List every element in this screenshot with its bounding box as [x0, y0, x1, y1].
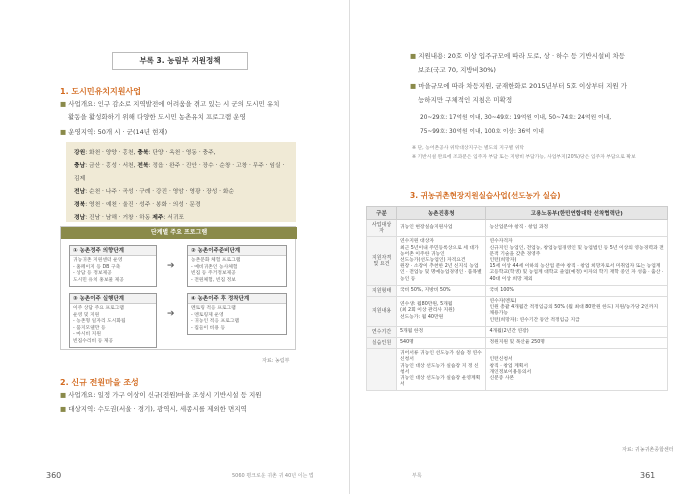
- stage-box-4: [187, 293, 287, 335]
- stage-box-title: ④ 농촌이주 후 정착단계: [188, 294, 286, 304]
- table-cell: 농산업분야 창직 · 창업 과정: [486, 220, 668, 237]
- diagram-source: 자료: 농림부: [262, 358, 290, 364]
- stage-line: 도시민 유치 홍보물 제공: [73, 277, 124, 283]
- table-cell: 540명: [397, 338, 486, 349]
- table-cell: 연수자(멘토) 인원 총괄 4개월간 적정임금의 50% (월 최대 80만원 한도) 지원/농가당 2인까지 채용가능 인턴(희망자): 연수기간 동안 적정임금 지급: [486, 297, 668, 327]
- support-para-1b: 보조(국고 70, 지방비30%): [418, 66, 496, 74]
- table-row: [367, 326, 668, 337]
- bullet-icon: ■: [410, 82, 419, 90]
- sec1-para-1b: 활동을 활성화하기 위해 다양한 도시민 농촌유치 프로그램 운영: [68, 113, 246, 121]
- stage-line: 빈집수리비 등 제공: [73, 338, 114, 344]
- row-label: 지원내용: [367, 297, 397, 327]
- program-diagram: [60, 226, 296, 350]
- stage-line: 귀농귀촌 지원센터 운영: [73, 258, 123, 263]
- table-cell: 국비 50%, 지방비 50%: [397, 285, 486, 296]
- subsidy-tiers-1: 20~29호: 17억원 이내, 30~49호: 19억원 이내, 50~74호: 24억원 이내,: [420, 115, 612, 121]
- stage-box-title: ① 농촌정주 의향단계: [70, 246, 156, 256]
- stage-line: - 귀농인 적응 프로그램: [191, 319, 240, 324]
- subsidy-tiers-2: 75~99호: 30억원 이내, 100호 이상: 36억 이내: [420, 129, 544, 135]
- bullet-icon: ■: [60, 405, 69, 413]
- row-label: [367, 349, 397, 391]
- arrow-right-icon: ➔: [167, 261, 175, 271]
- stage-line: - 예비귀촌인 농사체험: [191, 264, 238, 270]
- table-row: [367, 285, 668, 296]
- note-1: ※ 단, 농어촌공사 위탁대상지구는 별도의 지구별 위탁: [412, 146, 525, 151]
- region-line: 강원: 화천 · 양양 · 홍천, 충북: 단양 · 옥천 · 영동 · 충주,: [74, 150, 216, 156]
- stage-line: 운영 및 지원: [73, 312, 100, 318]
- stage-line: - 전원체험, 빈집 정보: [191, 277, 236, 283]
- stage-line: - 집들이 비용 등: [191, 325, 226, 331]
- region-line: 경남: 진남 · 남해 · 거창 · 하동 제주: 서귀포: [74, 215, 185, 221]
- region-line: 경북: 영천 · 예천 · 울진 · 성주 · 봉화 · 의성 · 문경: [74, 202, 201, 208]
- stage-line: - 농촌형 일자리 도시화됨: [73, 319, 126, 324]
- table-cell: 귀어서류 귀농인 선도농가 실습 정 연수신청서 귀농인 대상 선도농가 실습장 지 정 신청서 귀농인 대상 선도농가 실습장 운영계획서: [397, 349, 486, 391]
- sec2-para-2: ■ 대상지역: 수도권(서울 · 경기), 광역시, 세종시를 제외한 면지역: [60, 405, 247, 413]
- section-3-title: 3. 귀농귀촌현장지원실습사업(선도농가 실습): [410, 191, 561, 200]
- bullet-icon: ■: [60, 100, 69, 108]
- stage-line: - 홈페이지 등 DB 구축: [73, 264, 121, 270]
- region-line: 충남: 금산 · 홍성 · 서천, 전북: 정읍 · 완주 · 진안 · 장수 · 순창 · 고창 · 무주 · 임실 · 김제: [74, 163, 285, 182]
- table-cell: 국비 100%: [486, 285, 668, 296]
- note-2: ※ 기반시설 완료에 조과분은 입주자 부담 또는 지방비 부담가능, 사업부지(20%)당은 입주자 부담으로 확보: [412, 155, 636, 160]
- stage-line: 멘토링 적응 프로그램: [191, 306, 236, 311]
- table-cell: 연수자격자 신규지인 농업인, 전업농, 창업농업경영인 및 농업법인 등 5년 이상의 영농경력과 전문적 기술을 갖춘 경영주 인턴(희망자) 15세 이상 44세 이하의 농산업 분야 창직 · 창업 희망자로서 미취업자 또는 농업계 고등학교(학생) 및 농업계 대학교 졸업(예정) 이자의 학기 재학 중인 자 성출 · 출산 · 40대 이상 희망 제외: [486, 237, 668, 285]
- page-number: 360: [46, 471, 62, 480]
- stage-line: - 품지모델만 등: [73, 325, 106, 331]
- bullet-icon: ■: [60, 391, 69, 399]
- row-label: 지원형태: [367, 285, 397, 296]
- table-row: [367, 297, 668, 327]
- table-source: 자료: 귀농귀촌종합센터: [622, 447, 674, 453]
- page-label: 부록: [412, 473, 422, 479]
- table-cell: 연수생: 월80만원, 5개월 (최 2회 이상 관리사 지원) 선도농가: 월 40만원: [397, 297, 486, 327]
- support-para-2b: 능하지만 구체적인 지침은 미확정: [418, 96, 513, 104]
- table-header: 고용노동부(한민연합대학 선착협력단): [486, 207, 668, 220]
- stage-line: - 멘토링제 운영: [191, 312, 224, 318]
- diagram-title: 단계별 주요 프로그램: [61, 227, 297, 239]
- stage-box-2: [187, 245, 287, 287]
- table-header: 구분: [367, 207, 397, 220]
- table-row: [367, 338, 668, 349]
- table-cell: 연수지원 대상자 최근 5년이내 주민등록상으로 세 대가 농어촌 이주한 귀농인 선도농가(선도농업인) 자격요건 원장 · 소장이 추천한 2년 신지식 농업인 · 전업농 및 명예농업경영인 · 품목별 농인 등: [397, 237, 486, 285]
- stage-box-3: [69, 293, 157, 348]
- sec2-para-1: ■ 사업개요: 일정 가구 이상이 신규(전원)마을 조성시 기반시설 등 지원: [60, 391, 262, 399]
- stage-box-title: ③ 농촌이주 실행단계: [70, 294, 156, 304]
- row-label: 실습인원: [367, 338, 397, 349]
- section-2-title: 2. 신규 전원마을 조성: [60, 378, 139, 387]
- table-cell: 4개월(2년간 연장): [486, 326, 668, 337]
- table-header: 농촌진흥청: [397, 207, 486, 220]
- stage-box-1: [69, 245, 157, 287]
- section-1-title: 1. 도시민유치지원사업: [60, 87, 141, 96]
- table-cell: 5개월 한정: [397, 326, 486, 337]
- table-header-row: [367, 207, 668, 220]
- support-para-2a: ■ 마을규모에 따라 차등지원, 균재한화로 2015년부터 5호 이상부터 지원 가: [410, 82, 628, 90]
- stage-line: - 상담 등 정보제공: [73, 271, 112, 276]
- arrow-right-icon: ➔: [167, 309, 175, 319]
- bullet-icon: ■: [60, 128, 69, 136]
- bullet-icon: ■: [410, 52, 419, 60]
- stage-line: - 마시비 지원: [73, 332, 101, 337]
- page-number: 361: [640, 471, 656, 480]
- appendix-heading: 부록 3. 농림부 지원정책: [112, 52, 248, 70]
- stage-line: 빈집 등 주거정보제공: [191, 271, 236, 276]
- table-row: [367, 349, 668, 391]
- table-row: [367, 237, 668, 285]
- stage-line: 이주 상담 주요 프로그램: [73, 306, 124, 311]
- row-label: 사업대상자: [367, 220, 397, 237]
- table-cell: 귀농인 현장실습지원사업: [397, 220, 486, 237]
- table-cell: 인턴신청서 창직 · 창업 계획서 개인정보이용동의서 신분증 사본: [486, 349, 668, 391]
- row-label: 연수기간: [367, 326, 397, 337]
- sec1-para-1a: ■ 사업개요: 인구 감소로 지역발전에 어려움을 겪고 있는 시 군의 도시민 유치: [60, 100, 280, 108]
- stage-line: 농촌문화 체험 프로그램: [191, 258, 241, 263]
- region-line: 전남: 순천 · 나주 · 곡성 · 구례 · 강진 · 영암 · 영광 · 장성 · 화순: [74, 189, 235, 195]
- region-list-box: [66, 142, 296, 222]
- program-table: [366, 206, 668, 391]
- row-label: 지원자격 및 요건: [367, 237, 397, 285]
- support-para-1a: ■ 지원내용: 20호 이상 입주규모에 따라 도로, 상 · 하수 등 기반시설비 차등: [410, 52, 626, 60]
- table-cell: 정원지원 및 목산율 250명: [486, 338, 668, 349]
- stage-box-title: ② 농촌이주준비단계: [188, 246, 286, 256]
- running-footer: 5060 평크로운 귀촌 귀 40년 이는 법: [232, 473, 314, 479]
- table-row: [367, 220, 668, 237]
- sec1-para-2: ■ 운영지역: 50개 시 · 군(14년 현재): [60, 128, 168, 136]
